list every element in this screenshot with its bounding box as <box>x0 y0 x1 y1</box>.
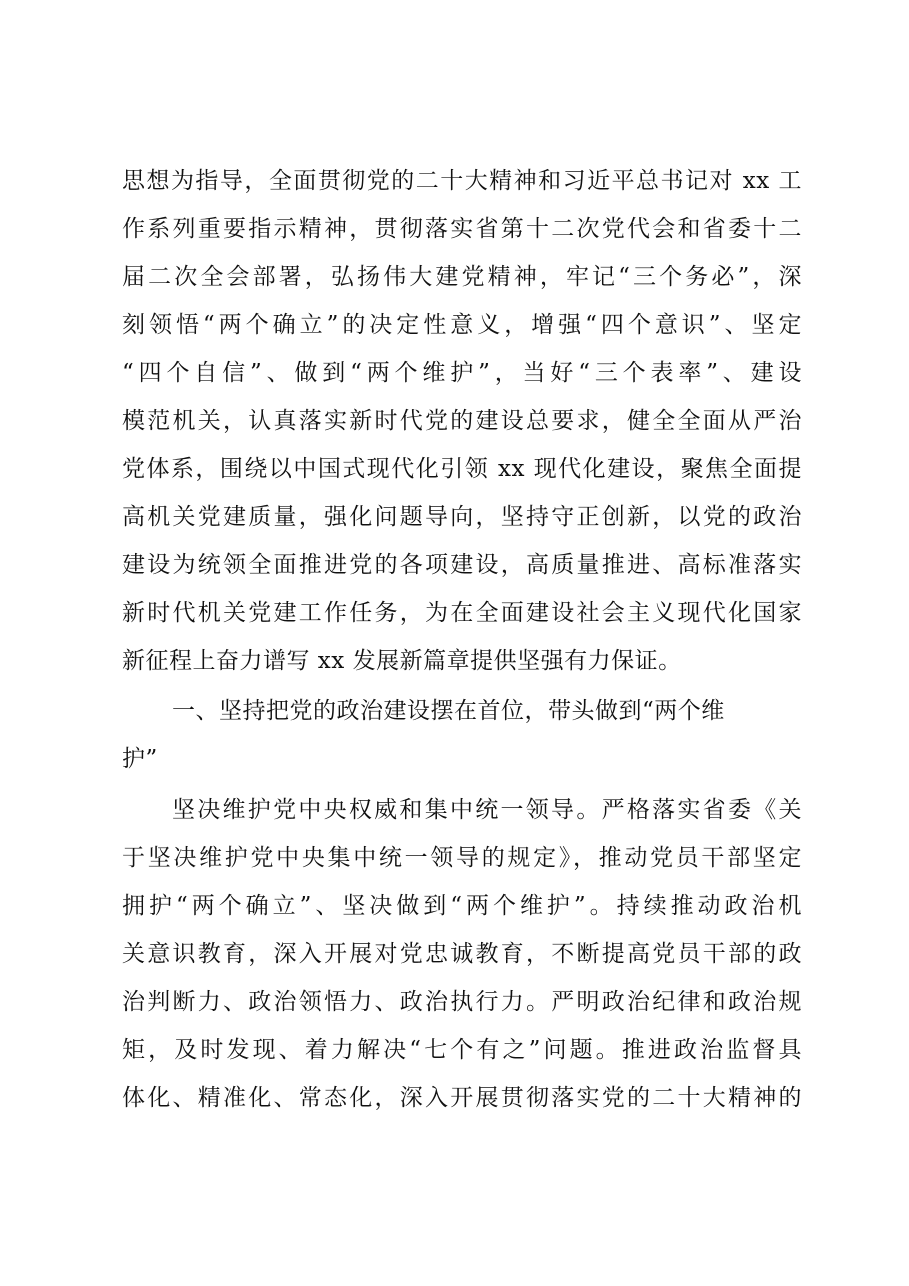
text-line: 建设为统领全面推进党的各项建设，高质量推进、高标准落实 <box>122 552 802 578</box>
text-line: “四个自信”、做到“两个维护”，当好“三个表率”、建设 <box>122 360 802 386</box>
text-line: 作系列重要指示精神，贯彻落实省第十二次党代会和省委十二 <box>122 216 802 242</box>
text-line: 拥护“两个确立”、坚决做到“两个维护”。持续推动政治机 <box>122 893 802 919</box>
heading-line: 护” <box>122 746 158 772</box>
text-line: 思想为指导，全面贯彻党的二十大精神和习近平总书记对 xx 工 <box>122 168 802 194</box>
text-line: 矩，及时发现、着力解决“七个有之”问题。推进政治监督具 <box>122 1037 802 1063</box>
text-line: 治判断力、政治领悟力、政治执行力。严明政治纪律和政治规 <box>122 989 802 1015</box>
text-line: 体化、精准化、常态化，深入开展贯彻落实党的二十大精神的 <box>122 1085 802 1111</box>
heading-line: 一、坚持把党的政治建设摆在首位，带头做到“两个维 <box>172 698 725 724</box>
text-line: 党体系，围绕以中国式现代化引领 xx 现代化建设，聚焦全面提 <box>122 456 802 482</box>
text-line: 于坚决维护党中央集中统一领导的规定》，推动党员干部坚定 <box>122 845 802 871</box>
text-line: 新征程上奋力谱写 xx 发展新篇章提供坚强有力保证。 <box>122 648 682 674</box>
text-line: 刻领悟“两个确立”的决定性意义，增强“四个意识”、坚定 <box>122 312 802 338</box>
text-line: 关意识教育，深入开展对党忠诚教育，不断提高党员干部的政 <box>122 941 802 967</box>
text-line: 坚决维护党中央权威和集中统一领导。严格落实省委《关 <box>172 797 802 823</box>
text-line: 高机关党建质量，强化问题导向，坚持守正创新，以党的政治 <box>122 504 802 530</box>
text-line: 新时代机关党建工作任务，为在全面建设社会主义现代化国家 <box>122 600 802 626</box>
text-line: 模范机关，认真落实新时代党的建设总要求，健全全面从严治 <box>122 408 802 434</box>
text-line: 届二次全会部署，弘扬伟大建党精神，牢记“三个务必”，深 <box>122 264 802 290</box>
